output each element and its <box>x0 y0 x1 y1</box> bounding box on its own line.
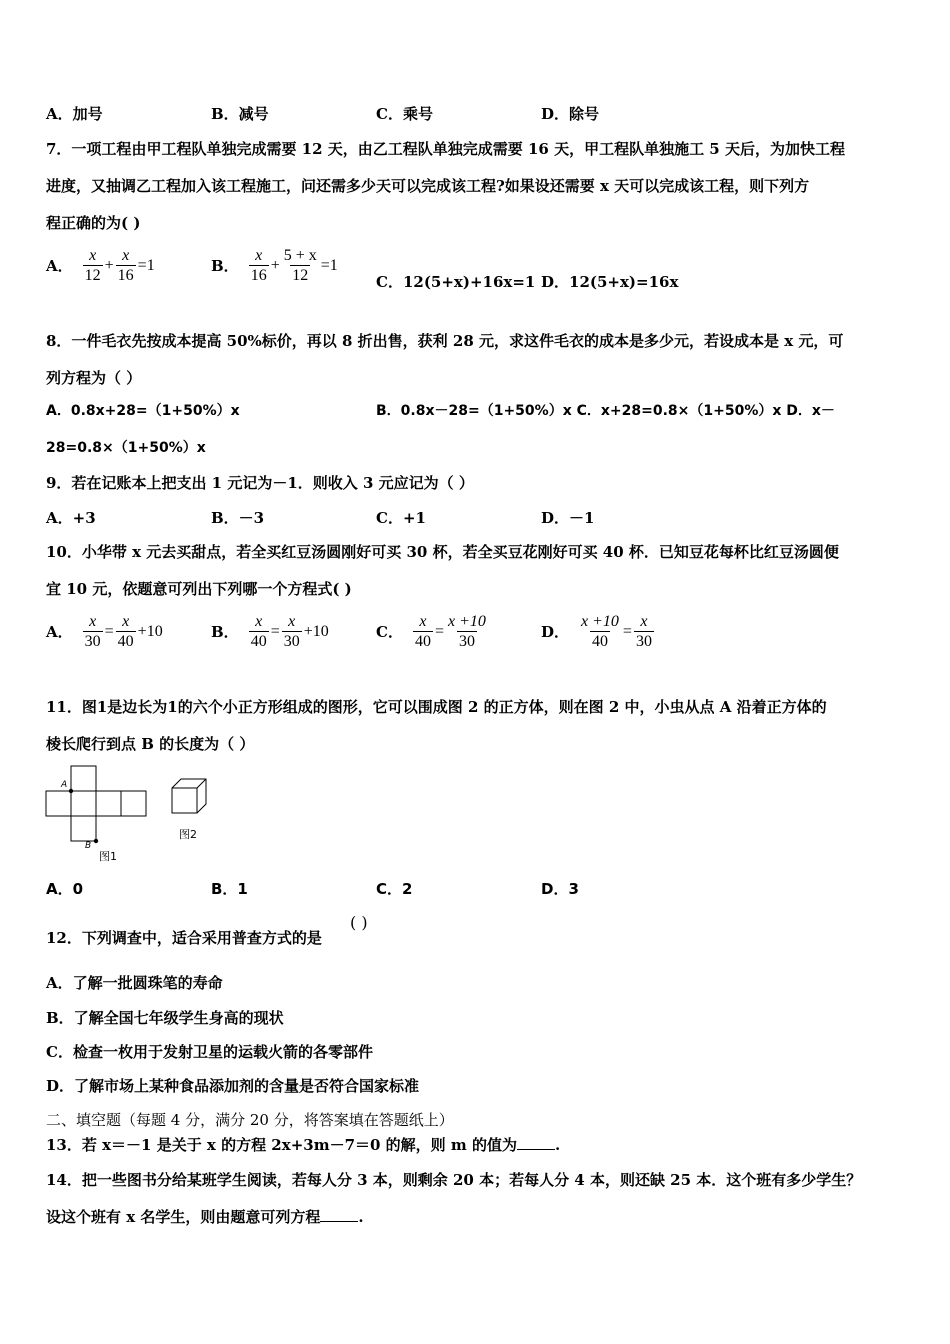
option-label: C． <box>376 623 403 641</box>
point-a-dot <box>69 789 73 793</box>
fraction: $\frac{5 + x}{12}$ <box>283 247 317 284</box>
option-label: B． <box>211 623 239 641</box>
fraction: $\frac{x +10}{40}$ <box>581 613 619 650</box>
q7-option-b: B． $\frac{x}{16}$ + $\frac{5 + x}{12}$ =1 <box>211 247 338 284</box>
q7-option-a: A． $\frac{x}{12}$ + $\frac{x}{16}$ =1 <box>46 247 155 284</box>
q12-option-a: A．了解一批圆珠笔的寿命 <box>46 974 223 992</box>
q8-option-a: A．0.8x+28=（1+50%）x <box>46 403 240 419</box>
point-b-dot <box>94 839 98 843</box>
q7-stem-line2: 进度，又抽调乙工程加入该工程施工，问还需多少天可以完成该工程?如果设还需要 x 天可以完成该工程，则下列方 <box>46 177 810 195</box>
q12-option-d: D．了解市场上某种食品添加剂的含量是否符合国家标准 <box>46 1077 420 1095</box>
option-label: A． <box>46 623 73 641</box>
q6-option-a: A．加号 <box>46 105 103 123</box>
q11-option-d: D．3 <box>541 880 579 898</box>
q14-stem-line1: 14．把一些图书分给某班学生阅读，若每人分 3 本，则剩余 20 本；若每人分 4 本，则还缺 25 本．这个班有多少学生？ <box>46 1171 862 1189</box>
q12-option-c: C．检查一枚用于发射卫星的运载火箭的各零部件 <box>46 1043 373 1061</box>
fig2-caption: 图2 <box>179 828 197 841</box>
fraction: $\frac{x}{40}$ <box>414 613 431 650</box>
point-b-label: B <box>85 841 92 851</box>
q11-option-c: C．2 <box>376 880 413 898</box>
q9-option-b: B．－3 <box>211 509 265 527</box>
q10-stem-line1: 10．小华带 x 元去买甜点，若全买红豆汤圆刚好可买 30 杯，若全买豆花刚好可买 40 杯．已知豆花每杯比红豆汤圆便 <box>46 543 839 561</box>
option-label: B． <box>211 257 239 275</box>
fraction: $\frac{x}{40}$ <box>250 613 267 650</box>
q9-stem: 9．若在记账本上把支出 1 元记为－1．则收入 3 元应记为（ ） <box>46 474 474 492</box>
q6-option-d: D．除号 <box>541 105 600 123</box>
fig1-caption: 图1 <box>99 850 117 863</box>
q6-option-c: C．乘号 <box>376 105 433 123</box>
q11-stem-line2: 棱长爬行到点 B 的长度为（ ） <box>46 735 255 753</box>
q14-stem-line2: 设这个班有 x 名学生，则由题意可列方程 . <box>46 1208 364 1226</box>
q8-options-bcd: B．0.8x－28=（1+50%）x C．x+28=0.8×（1+50%）x D．x－ <box>376 403 835 419</box>
q12-stem: 12．下列调查中，适合采用普查方式的是 <box>46 929 322 947</box>
q11-figures <box>40 762 230 866</box>
fraction: $\frac{x}{30}$ <box>283 613 300 650</box>
fraction: $\frac{x +10}{30}$ <box>447 613 486 650</box>
answer-blank <box>517 1137 555 1150</box>
q10-option-d: D． $\frac{x +10}{40}$ = $\frac{x}{30}$ <box>541 613 652 650</box>
q10-stem-line2: 宜 10 元，依题意可列出下列哪一个方程式( ) <box>46 580 352 598</box>
q7-option-c: C．12(5+x)+16x=1 <box>376 273 536 291</box>
answer-blank <box>320 1209 358 1222</box>
q8-option-d-continued: 28=0.8×（1+50%）x <box>46 440 206 456</box>
q12-answer-paren: ( ) <box>350 913 368 932</box>
q13: 13．若 x＝－1 是关于 x 的方程 2x+3m－7＝0 的解，则 m 的值为 . <box>46 1136 561 1154</box>
option-label: A． <box>46 257 73 275</box>
q9-option-d: D．－1 <box>541 509 595 527</box>
fraction: $\frac{x}{40}$ <box>117 613 134 650</box>
fraction: $\frac{x}{30}$ <box>635 613 652 650</box>
q7-stem-line3: 程正确的为( ) <box>46 214 141 232</box>
section-2-heading: 二、填空题（每题 4 分，满分 20 分，将答案填在答题纸上） <box>46 1111 454 1129</box>
point-a-label: A <box>61 780 68 790</box>
q9-option-c: C．+1 <box>376 509 426 527</box>
q10-option-a: A． $\frac{x}{30}$ = $\frac{x}{40}$ +10 <box>46 613 163 650</box>
cube-figure <box>172 779 206 813</box>
q7-stem-line1: 7．一项工程由甲工程队单独完成需要 12 天，由乙工程队单独完成需要 16 天，甲工程队单独施工 5 天后，为加快工程 <box>46 140 845 158</box>
q10-option-b: B． $\frac{x}{40}$ = $\frac{x}{30}$ +10 <box>211 613 329 650</box>
q7-option-d: D．12(5+x)=16x <box>541 273 679 291</box>
fraction: $\frac{x}{16}$ <box>250 247 267 284</box>
q10-option-c: C． $\frac{x}{40}$ = $\frac{x +10}{30}$ <box>376 613 486 650</box>
q8-stem-line2: 列方程为（ ） <box>46 369 142 387</box>
q8-stem-line1: 8．一件毛衣先按成本提高 50%标价，再以 8 折出售，获利 28 元，求这件毛衣的成本是多少元，若设成本是 x 元，可 <box>46 332 844 350</box>
q13-text: 13．若 x＝－1 是关于 x 的方程 2x+3m－7＝0 的解，则 m 的值为 <box>46 1136 517 1154</box>
q14-text: 设这个班有 x 名学生，则由题意可列方程 <box>46 1208 321 1226</box>
q11-option-b: B．1 <box>211 880 248 898</box>
q11-option-a: A．0 <box>46 880 84 898</box>
q12-option-b: B．了解全国七年级学生身高的现状 <box>46 1009 284 1027</box>
cube-net-figure <box>46 766 146 841</box>
fraction: $\frac{x}{16}$ <box>117 247 134 284</box>
q9-option-a: A．+3 <box>46 509 96 527</box>
q11-stem-line1: 11．图1是边长为1的六个小正方形组成的图形，它可以围成图 2 的正方体，则在图 2 中，小虫从点 A 沿着正方体的 <box>46 698 827 716</box>
fraction: $\frac{x}{12}$ <box>84 247 101 284</box>
fraction: $\frac{x}{30}$ <box>84 613 101 650</box>
option-label: D． <box>541 623 570 641</box>
q6-option-b: B．减号 <box>211 105 269 123</box>
